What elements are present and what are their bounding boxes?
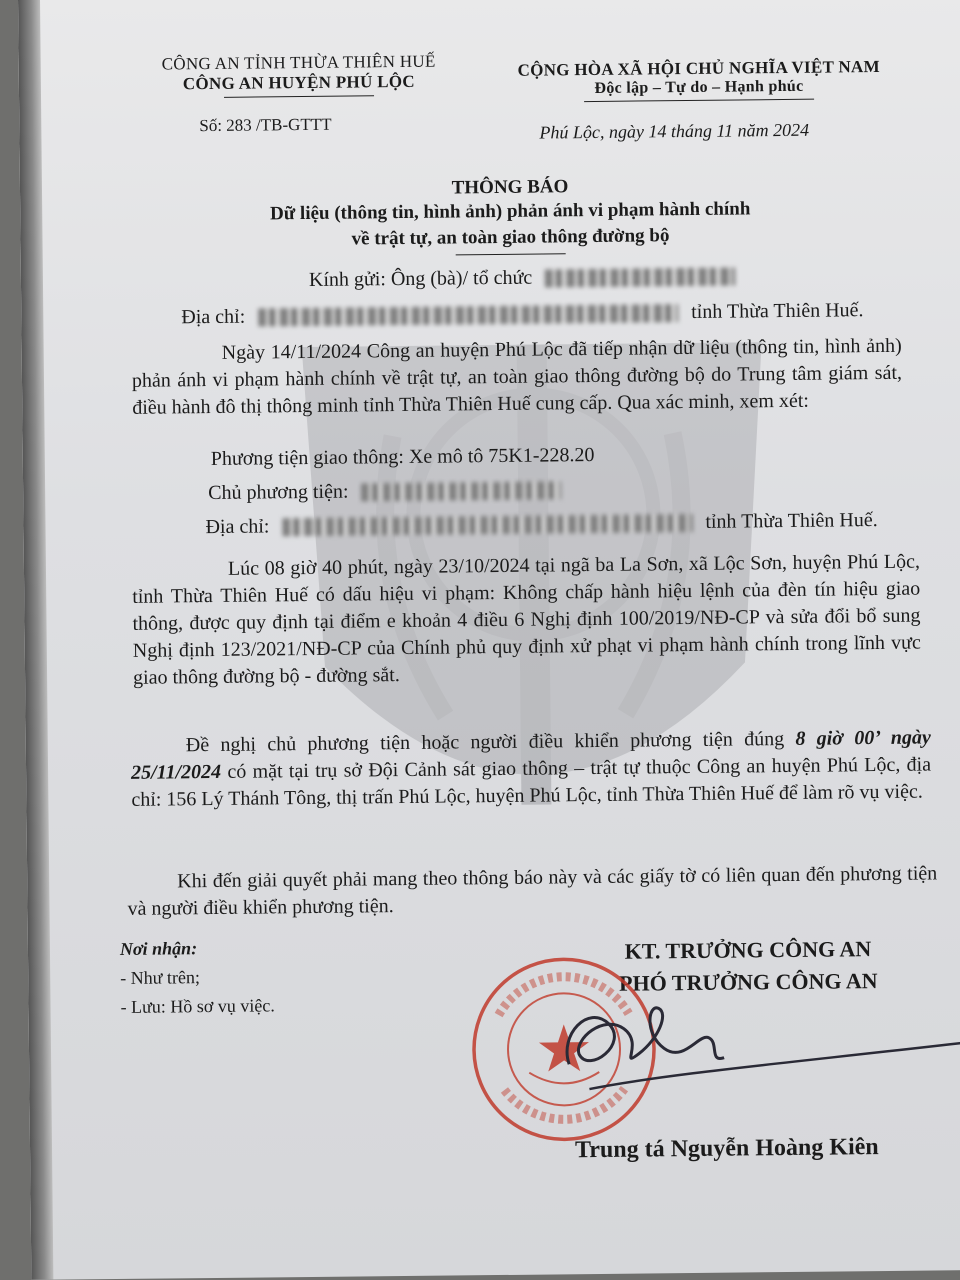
document-date: Phú Lộc, ngày 14 tháng 11 năm 2024	[539, 119, 810, 143]
request-text-start: Đề nghị chủ phương tiện hoặc người điều khiển phương tiện đúng	[185, 727, 796, 757]
agency-underline	[224, 95, 374, 98]
document-page	[18, 0, 960, 1280]
issuing-agency	[129, 51, 469, 99]
request-paragraph	[131, 724, 932, 813]
intro-paragraph: Ngày 14/11/2024 Công an huyện Phú Lộc đã tiếp nhận dữ liệu (thông tin, hình ảnh) phản ánh vi phạm hành chính về trật tự, an toàn giao thông đường bộ do Trung tâm giám sát, điều hành đô thị thông minh tỉnh Thừa Thiên Huế cung cấp. Qua xác minh, xem xét:	[131, 334, 903, 419]
address-label: Địa chỉ:	[181, 305, 246, 329]
handwritten-signature	[548, 990, 960, 1105]
signer-title-line-2: PHÓ TRƯỞNG CÔNG AN	[618, 968, 878, 996]
document-title	[170, 173, 851, 258]
addressee-label: Kính gửi: Ông (bà)/ tổ chức	[308, 266, 533, 291]
title-sub-2: về trật tự, an toàn giao thông đường bộ	[351, 225, 670, 250]
owner-label: Chủ phương tiện:	[208, 480, 349, 505]
closing-paragraph: Khi đến giải quyết phải mang theo thông báo này và các giấy tờ có liên quan đến phương tiện và người điều khiển phương tiện.	[127, 862, 938, 920]
owner-line	[208, 478, 562, 505]
address-suffix: tỉnh Thừa Thiên Huế.	[691, 299, 864, 323]
title-main: THÔNG BÁO	[451, 176, 569, 199]
recipients-heading: Nơi nhận:	[119, 938, 198, 959]
owner-address-label: Địa chỉ:	[205, 515, 270, 539]
title-underline	[456, 253, 566, 255]
agency-name: CÔNG AN HUYỆN PHÚ LỘC	[182, 71, 415, 94]
violation-paragraph: Lúc 08 giờ 40 phút, ngày 23/10/2024 tại ngã ba La Sơn, xã Lộc Sơn, huyện Phú Lộc, tỉnh Thừa Thiên Huế có dấu hiệu vi phạm: Không chấp hành hiệu lệnh của đèn tín hiệu giao thông, được quy định tại điểm e khoản 4 điều 6 Nghị định 100/2019/NĐ-CP và sửa đổi bổ sung Nghị định 123/2021/NĐ-CP của Chính phủ quy định xử phạt vi phạm hành chính trong lĩnh vực giao thông đường bộ - đường sắt.	[132, 550, 921, 689]
national-motto: Độc lập – Tự do – Hạnh phúc	[594, 77, 804, 97]
redacted-owner	[361, 482, 561, 502]
recipient-item: - Như trên;	[120, 967, 201, 988]
recipient-item: - Lưu: Hồ sơ vụ việc.	[120, 995, 275, 1017]
redacted-addressee	[545, 268, 735, 288]
signer-name: Trung tá Nguyễn Hoàng Kiên	[574, 1134, 879, 1164]
signer-title-line-1: KT. TRƯỞNG CÔNG AN	[624, 936, 872, 964]
country-name: CỘNG HÒA XÃ HỘI CHỦ NGHĨA VIỆT NAM	[517, 56, 881, 80]
document-number: Số: 283 /TB-GTTT	[199, 114, 332, 136]
redacted-address	[258, 305, 678, 327]
vehicle-line: Phương tiện giao thông: Xe mô tô 75K1-228.20	[210, 443, 595, 471]
agency-parent: CÔNG AN TỈNH THỪA THIÊN HUẾ	[161, 51, 436, 74]
addressee-line	[309, 265, 736, 292]
owner-address-suffix: tỉnh Thừa Thiên Huế.	[705, 509, 878, 533]
national-heading	[489, 57, 909, 103]
title-sub-1: Dữ liệu (thông tin, hình ảnh) phản ánh vi phạm hành chính	[270, 198, 751, 225]
motto-underline	[584, 99, 814, 102]
appointment-time: 8 giờ 00’ ngày 25/11/2024	[130, 726, 931, 784]
page-edge	[18, 0, 53, 1280]
redacted-owner-address	[282, 514, 692, 536]
request-text-end: có mặt tại trụ sở Đội Cảnh sát giao thông – trật tự thuộc Công an huyện Phú Lộc, địa chỉ: 156 Lý Thánh Tông, thị trấn Phú Lộc, huyện Phú Lộc, tỉnh Thừa Thiên Huế để làm rõ vụ việc.	[131, 753, 932, 811]
recipients-list	[120, 933, 275, 1022]
